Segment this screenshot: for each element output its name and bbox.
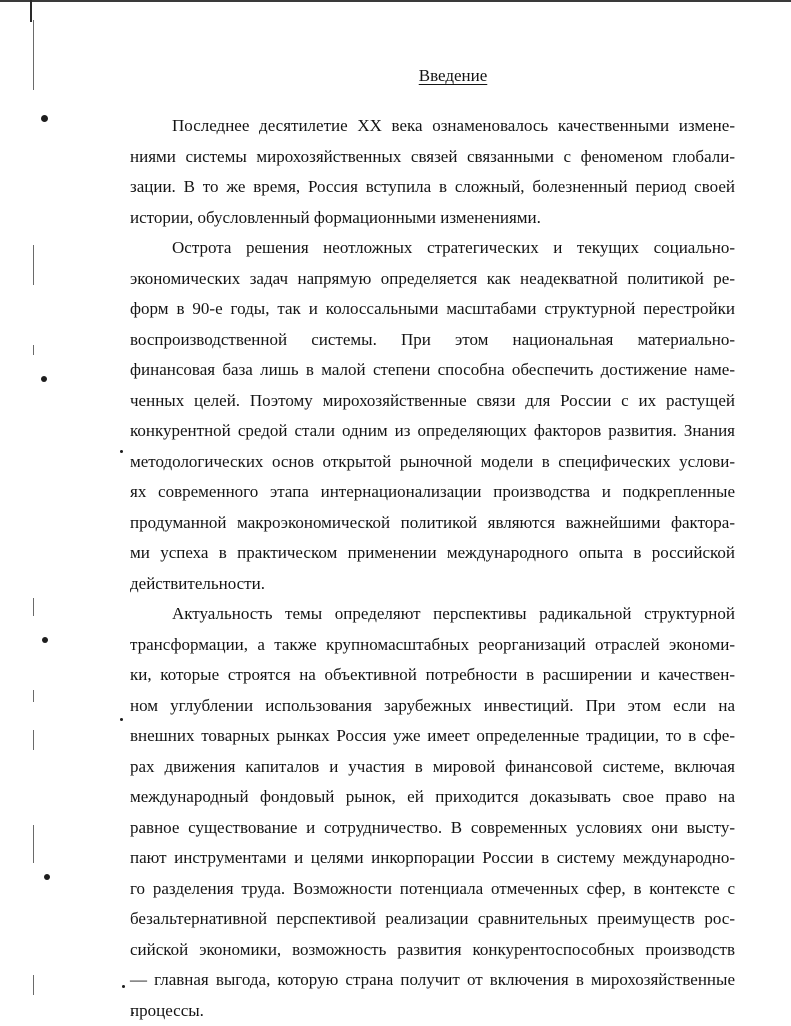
binding-line xyxy=(33,245,34,285)
text-line: форм в 90-е годы, так и колоссальными масштабами структурной перестройки xyxy=(130,294,735,325)
text-line: действительности. xyxy=(130,569,735,600)
text-line: внешних товарных рынках Россия уже имеет определенные традиции, то в сфе- xyxy=(130,721,735,752)
binding-line xyxy=(33,975,34,995)
binding-hole-dot xyxy=(122,985,125,988)
text-line: рах движения капиталов и участия в мировой финансовой системе, включая xyxy=(130,752,735,783)
text-line: Острота решения неотложных стратегических и текущих социально- xyxy=(130,233,735,264)
binding-hole-dot xyxy=(120,450,123,453)
text-line: продуманной макроэкономической политикой являются важнейшими фактора- xyxy=(130,508,735,539)
text-line: зации. В то же время, Россия вступила в сложный, болезненный период своей xyxy=(130,172,735,203)
binding-line xyxy=(33,730,34,750)
text-line: ки, которые строятся на объективной потребности в расширении и качествен- xyxy=(130,660,735,691)
text-line: методологических основ открытой рыночной модели в специфических услови- xyxy=(130,447,735,478)
text-line: Последнее десятилетие XX века ознаменовалось качественными измене- xyxy=(130,111,735,142)
binding-line xyxy=(33,345,34,355)
text-line: ми успеха в практическом применении международного опыта в российской xyxy=(130,538,735,569)
binding-hole-dot xyxy=(44,874,50,880)
text-line: ном углублении использования зарубежных инвестиций. При этом если на xyxy=(130,691,735,722)
text-line: процессы. xyxy=(130,996,735,1026)
text-line: го разделения труда. Возможности потенциала отмеченных сфер, в контексте с xyxy=(130,874,735,905)
text-line: трансформации, а также крупномасштабных реорганизаций отраслей экономи- xyxy=(130,630,735,661)
binding-line xyxy=(33,20,34,90)
paragraph xyxy=(130,233,735,599)
text-line: ченных целей. Поэтому мирохозяйственные связи для России с их растущей xyxy=(130,386,735,417)
text-line: сийской экономики, возможность развития конкурентоспособных производств xyxy=(130,935,735,966)
binding-hole-dot xyxy=(41,376,47,382)
text-line: финансовая база лишь в малой степени способна обеспечить достижение наме- xyxy=(130,355,735,386)
body-text xyxy=(130,111,735,1026)
text-line: — главная выгода, которую страна получит от включения в мирохозяйственные xyxy=(130,965,735,996)
paragraph xyxy=(130,599,735,1026)
binding-hole-dot xyxy=(41,115,48,122)
binding-line xyxy=(33,690,34,702)
text-line: ниями системы мирохозяйственных связей связанными с феноменом глобали- xyxy=(130,142,735,173)
text-line: пают инструментами и целями инкорпорации России в систему международно- xyxy=(130,843,735,874)
text-line: международный фондовый рынок, ей приходится доказывать свое право на xyxy=(130,782,735,813)
text-line: экономических задач напрямую определяется как неадекватной политикой ре- xyxy=(130,264,735,295)
page-title: Введение xyxy=(130,64,776,88)
text-line: конкурентной средой стали одним из определяющих факторов развития. Знания xyxy=(130,416,735,447)
binding-line xyxy=(33,825,34,863)
text-line: истории, обусловленный формационными изменениями. xyxy=(130,203,735,234)
scan-top-edge xyxy=(0,0,791,2)
binding-line xyxy=(33,598,34,616)
text-line: воспроизводственной системы. При этом национальная материально- xyxy=(130,325,735,356)
text-line: Актуальность темы определяют перспективы радикальной структурной xyxy=(130,599,735,630)
paragraph xyxy=(130,111,735,233)
text-line: безальтернативной перспективой реализации сравнительных преимуществ рос- xyxy=(130,904,735,935)
text-line: равное существование и сотрудничество. В современных условиях они высту- xyxy=(130,813,735,844)
text-line: ях современного этапа интернационализации производства и подкрепленные xyxy=(130,477,735,508)
binding-hole-dot xyxy=(120,718,123,721)
binding-hole-dot xyxy=(42,637,48,643)
scan-top-mark xyxy=(30,0,32,22)
